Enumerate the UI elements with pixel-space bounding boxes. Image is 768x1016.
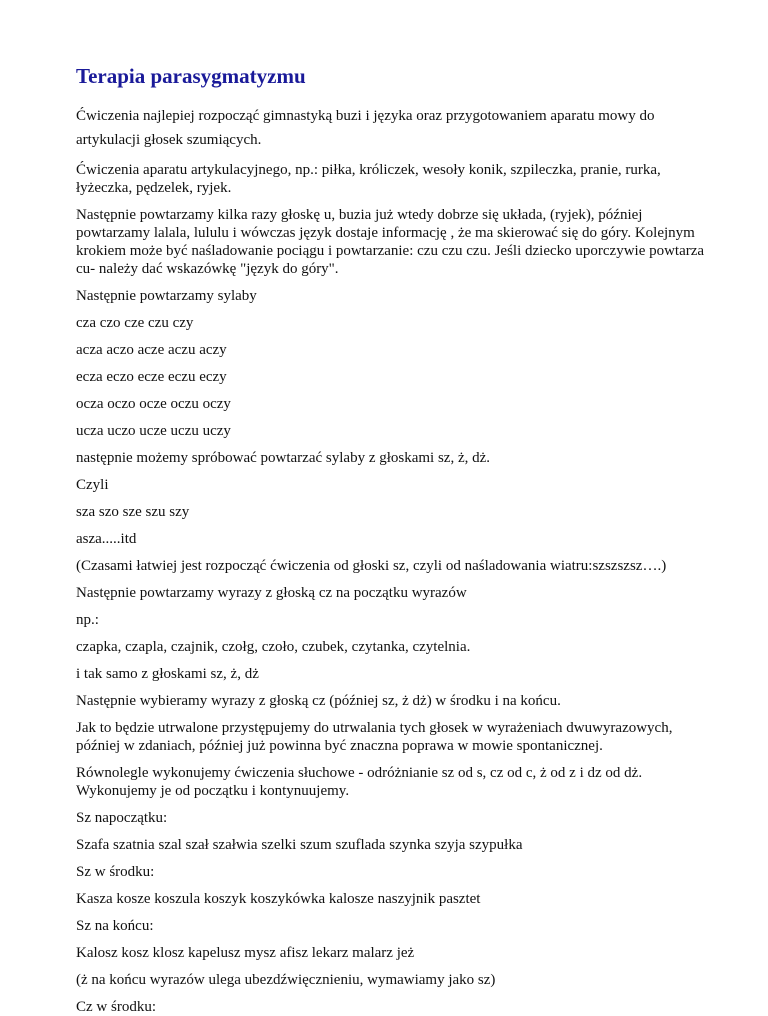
paragraph-note: (Czasami łatwiej jest rozpocząć ćwiczenia od głoski sz, czyli od naśladowania wiatru:szszszsz….) [76, 558, 667, 574]
paragraph-note: (ż na końcu wyrazów ulega ubezdźwięcznieniu, wymawiamy jako sz) [76, 972, 496, 988]
syllable-line: ecza eczo ecze eczu eczy [76, 369, 227, 385]
paragraph-instructions: Następnie powtarzamy kilka razy głoskę u, buzia już wtedy dobrze się układa, (ryjek), później powtarzamy lalala, lululu i wówczas język dostaje informację , że ma skierować się do góry. Kolejnym krokiem może być naśladowanie pociągu i powtarzanie: czu czu czu. Jeśli dziecko uporczywie powtarza cu- należy dać wskazówkę "język do góry". [76, 207, 705, 277]
section-heading: Sz w środku: [76, 864, 155, 880]
word-list: Szafa szatnia szal szał szałwia szelki szum szuflada szynka szyja szypułka [76, 837, 523, 853]
syllable-line: sza szo sze szu szy [76, 504, 190, 520]
syllable-line: cza czo cze czu czy [76, 315, 194, 331]
paragraph-hearing: Równolegle wykonujemy ćwiczenia słuchowe - odróżnianie sz od s, cz od c, ż od z i dz od dż. Wykonujemy je od początku i kontynuujemy. [76, 765, 643, 799]
syllable-line: ucza uczo ucze uczu uczy [76, 423, 231, 439]
paragraph-exercises: Ćwiczenia aparatu artykulacyjnego, np.: piłka, króliczek, wesoły konik, szpileczka, pranie, rurka, łyżeczka, pędzelek, ryjek. [76, 162, 661, 196]
syllable-line: acza aczo acze aczu aczy [76, 342, 227, 358]
paragraph-consolidate: Jak to będzie utrwalone przystępujemy do utrwalania tych głosek w wyrażeniach dwuwyrazowych, później w zdaniach, później już powinna być znaczna poprawa w mowie spontanicznej. [76, 720, 673, 754]
paragraph-intro: Ćwiczenia najlepiej rozpocząć gimnastyką buzi i języka oraz przygotowaniem aparatu mowy do artykulacji głosek szumiących. [76, 108, 655, 148]
syllable-line: asza.....itd [76, 531, 137, 547]
word-list: Kalosz kosz klosz kapelusz mysz afisz lekarz malarz jeż [76, 945, 415, 961]
syllable-line: ocza oczo ocze oczu oczy [76, 396, 231, 412]
document-title: Terapia parasygmatyzmu [76, 64, 306, 88]
paragraph-same: i tak samo z głoskami sz, ż, dż [76, 666, 259, 682]
section-heading: Sz na końcu: [76, 918, 154, 934]
paragraph-np: np.: [76, 612, 99, 628]
paragraph-syllables-intro: Następnie powtarzamy sylaby [76, 288, 257, 304]
paragraph-words-intro: Następnie powtarzamy wyrazy z głoską cz na początku wyrazów [76, 585, 467, 601]
paragraph-middle-end: Następnie wybieramy wyrazy z głoską cz (później sz, ż dż) w środku i na końcu. [76, 693, 561, 709]
paragraph-next-step: następnie możemy spróbować powtarzać sylaby z głoskami sz, ż, dż. [76, 450, 491, 466]
paragraph-czyli: Czyli [76, 477, 109, 493]
section-heading: Sz napoczątku: [76, 810, 168, 826]
section-heading: Cz w środku: [76, 999, 156, 1015]
word-list: czapka, czapla, czajnik, czołg, czoło, czubek, czytanka, czytelnia. [76, 639, 471, 655]
word-list: Kasza kosze koszula koszyk koszykówka kalosze naszyjnik pasztet [76, 891, 481, 907]
